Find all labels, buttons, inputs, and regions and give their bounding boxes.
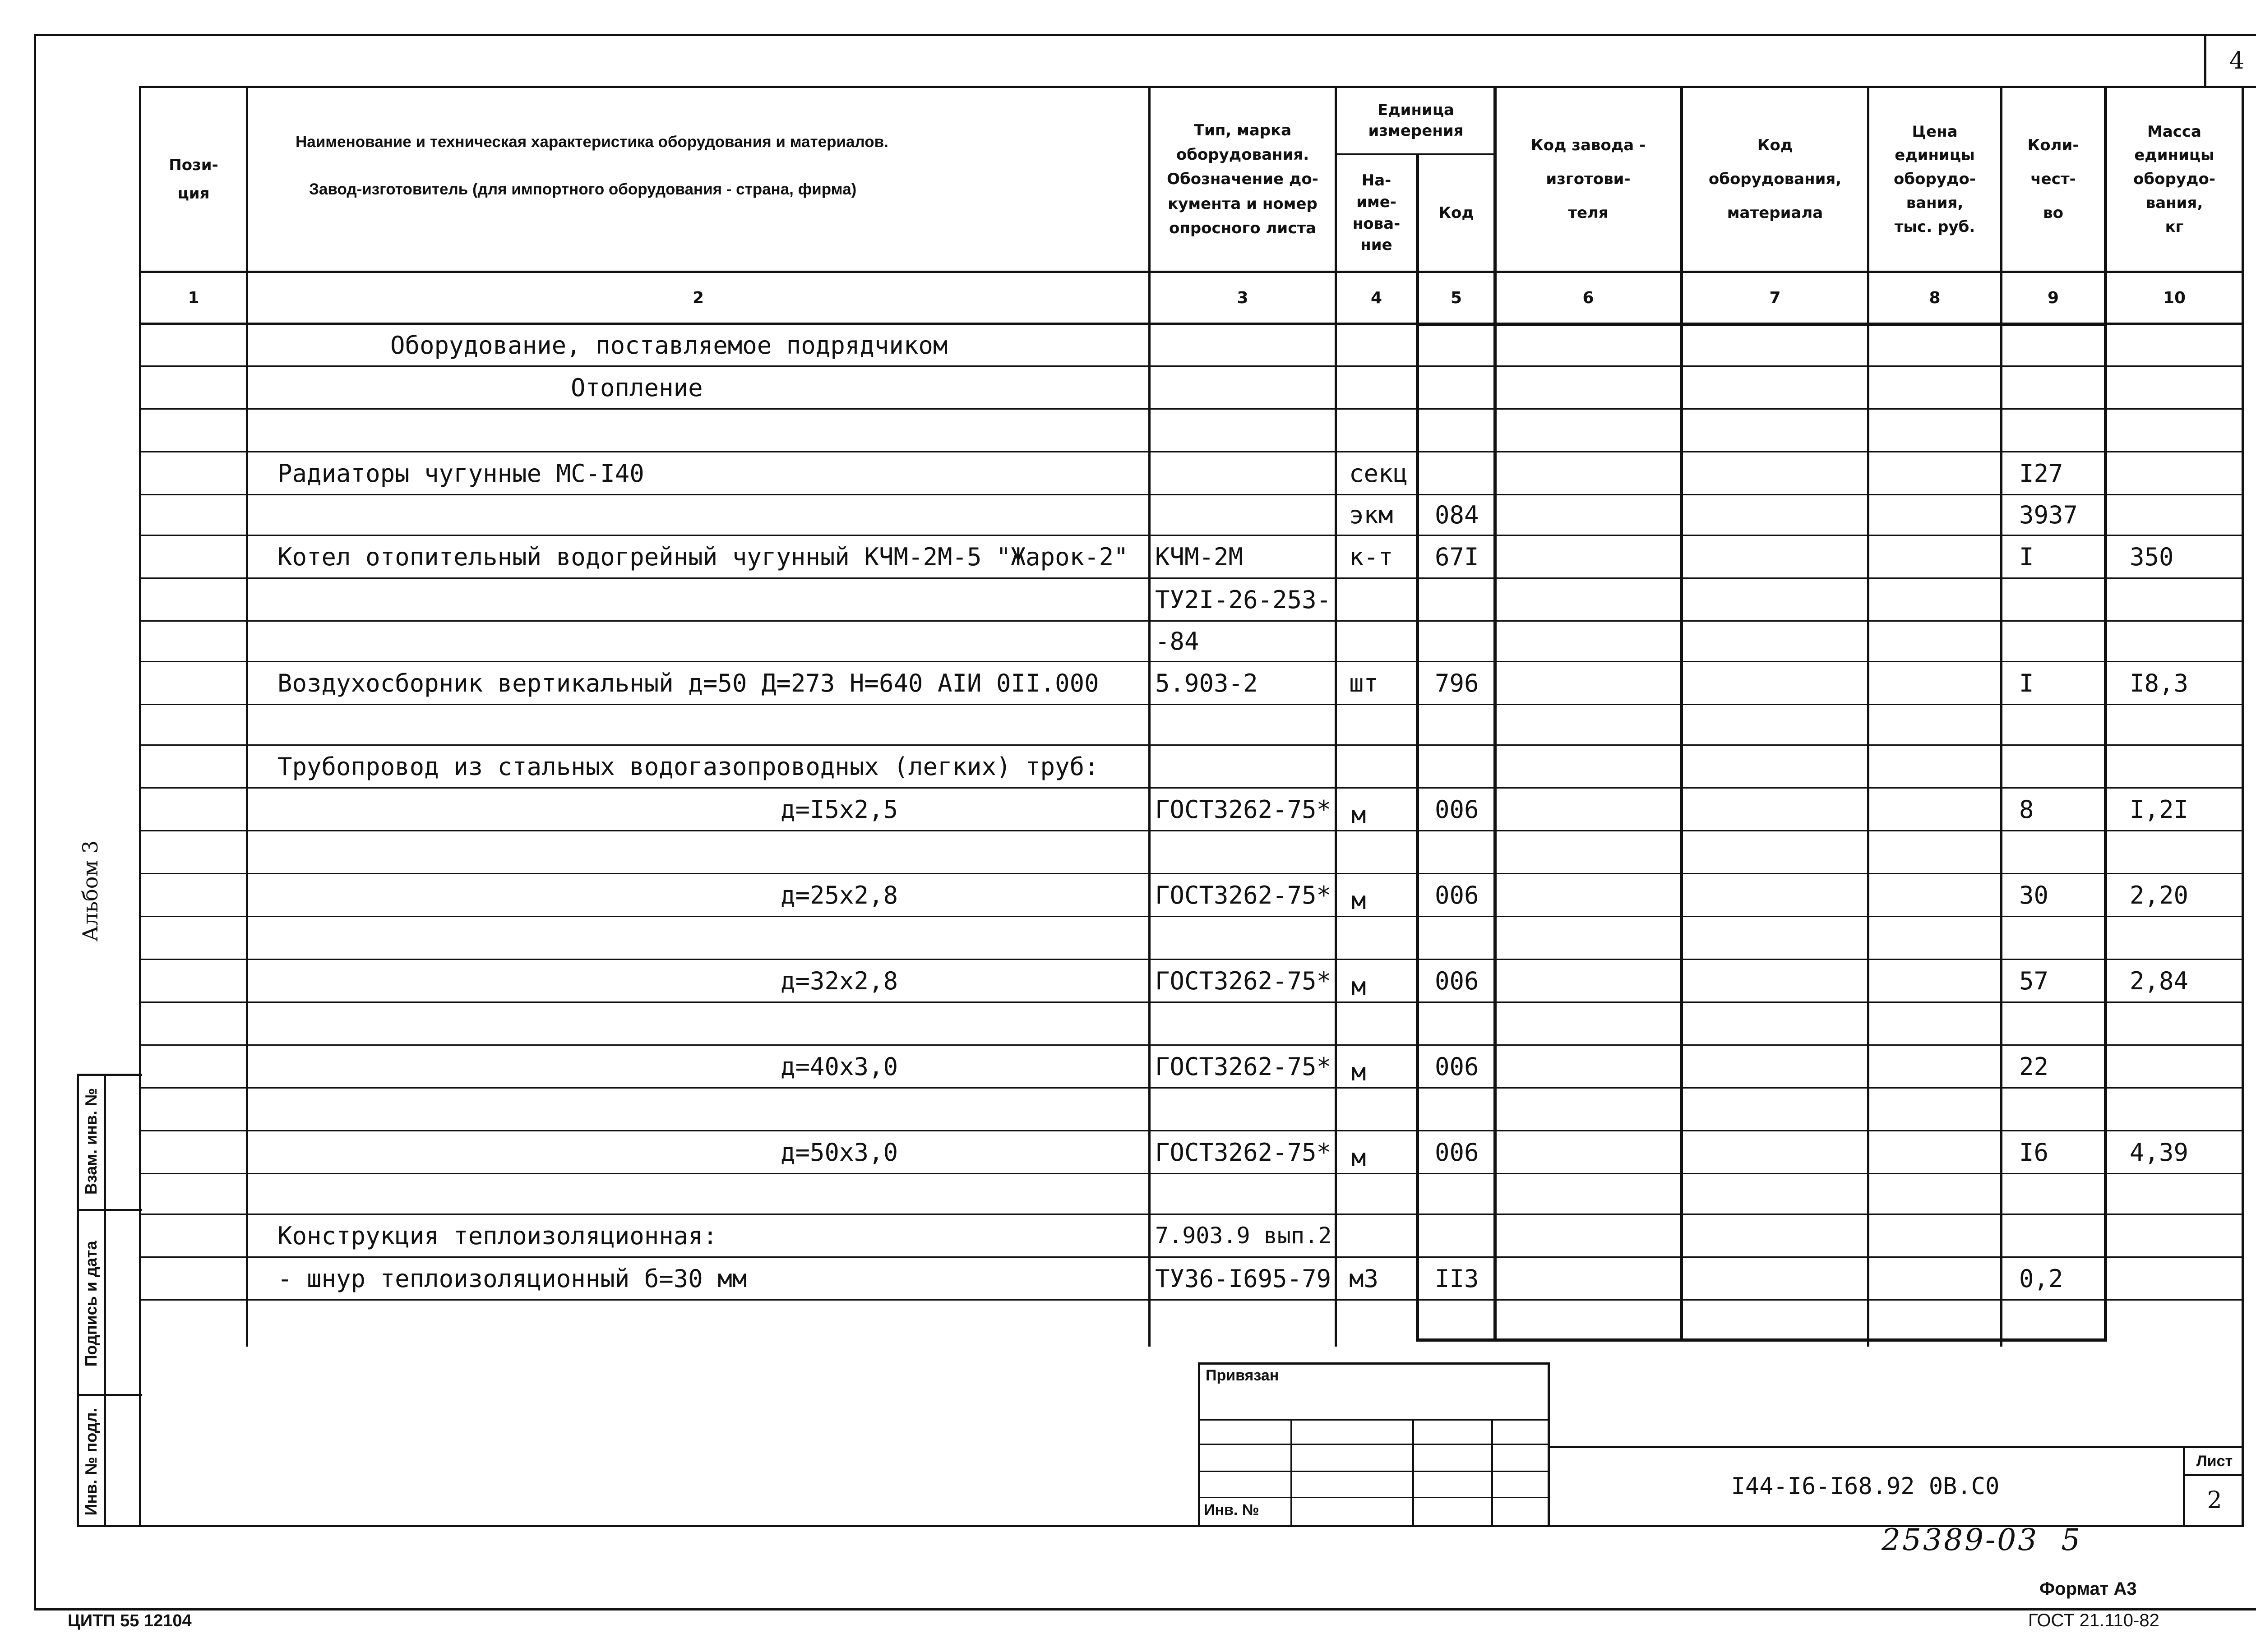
gost-label: ГОСТ 21.110-82 (2028, 1610, 2159, 1630)
document-designation: I44-I6-I68.92 0В.С0 (1731, 1473, 2000, 1500)
header-quantity: Коли- чест- во (2027, 136, 2079, 222)
item-mass: 2,84 (2130, 966, 2189, 995)
item-type: ТУ2I-26-253- (1155, 585, 1331, 614)
item-name: д=40x3,0 (781, 1052, 898, 1081)
col-number: 8 (1929, 288, 1941, 307)
album-label: Альбом 3 (78, 840, 102, 942)
sheet-corner-number: 4 (2229, 47, 2245, 74)
item-unit: м (1351, 800, 1366, 829)
item-type: ГОСТ3262-75* (1155, 795, 1331, 824)
item-qty: 8 (2019, 795, 2034, 824)
privyazan-label: Привязан (1206, 1367, 1279, 1384)
list-label: Лист (2196, 1452, 2233, 1470)
frame-bottom (34, 1608, 2256, 1610)
col-number: 7 (1769, 288, 1781, 307)
header-type: Тип, марка оборудования. Обозначение до- кумента и номер опросного листа (1167, 121, 1318, 238)
item-unit: м (1351, 972, 1366, 1001)
item-mass: I,2I (2130, 795, 2189, 824)
item-unit: м (1351, 886, 1366, 915)
item-unit: м (1351, 1057, 1366, 1086)
item-unit: секц (1349, 459, 1408, 488)
header-position: Пози- ция (169, 156, 218, 203)
item-qty: I6 (2019, 1138, 2049, 1167)
col-number: 1 (188, 288, 199, 307)
col-number: 9 (2047, 288, 2059, 307)
item-code: 006 (1435, 1052, 1479, 1081)
item-name: д=50x3,0 (781, 1138, 898, 1167)
item-mass: I8,3 (2130, 669, 2189, 697)
item-unit: к-т (1349, 542, 1393, 571)
podpis-data-label: Подпись и дата (82, 1241, 100, 1367)
section-heading: Оборудование, поставляемое подрядчиком (390, 331, 948, 360)
item-code: 796 (1435, 669, 1479, 697)
item-name: д=25x2,8 (781, 881, 898, 909)
handwritten-archive-number: 25389-03 5 (1882, 1523, 2082, 1557)
item-mass: 4,39 (2130, 1138, 2189, 1167)
item-name: Воздухосборник вертикальный д=50 Д=273 Н=640 АIИ 0II.000 (277, 669, 1099, 697)
item-type: ГОСТ3262-75* (1155, 1052, 1331, 1081)
item-unit: м3 (1349, 1264, 1379, 1293)
header-factory-code: Код завода - изготови- теля (1530, 136, 1646, 222)
col-number: 3 (1237, 288, 1248, 307)
list-number: 2 (2207, 1487, 2222, 1514)
item-type: 5.903-2 (1155, 669, 1258, 697)
item-mass: 350 (2130, 542, 2174, 571)
col-number: 4 (1370, 288, 1382, 307)
col-number: 10 (2163, 288, 2186, 307)
format-label: Формат А3 (2039, 1579, 2137, 1599)
item-type: КЧМ-2М (1155, 542, 1244, 571)
item-code: 006 (1435, 795, 1479, 824)
header-unit: Единица измерения (1368, 101, 1464, 140)
col-number: 2 (692, 288, 704, 307)
item-qty: 3937 (2019, 501, 2078, 529)
item-qty: I (2019, 669, 2034, 697)
inv-podl-label: Инв. № подл. (82, 1407, 100, 1516)
item-code: 67I (1435, 542, 1479, 571)
item-name: Конструкция теплоизоляционная: (277, 1221, 718, 1250)
item-type: ГОСТ3262-75* (1155, 1138, 1331, 1167)
col-number: 5 (1450, 288, 1462, 307)
item-name: д=I5x2,5 (781, 795, 898, 824)
header-equipment-code: Код оборудования, материала (1708, 136, 1842, 222)
item-qty: I (2019, 542, 2034, 571)
citp-label: ЦИТП 55 12104 (68, 1611, 192, 1630)
item-type: ГОСТ3262-75* (1155, 881, 1331, 909)
header-unit-name: На- име- нова- ние (1352, 171, 1401, 254)
item-qty: I27 (2019, 459, 2063, 488)
item-mass: 2,20 (2130, 881, 2189, 909)
item-qty: 0,2 (2019, 1264, 2063, 1293)
item-name: Трубопровод из стальных водогазопроводных (легких) труб: (277, 752, 1099, 781)
item-qty: 57 (2019, 966, 2049, 995)
item-code: 084 (1435, 501, 1479, 529)
item-type: ТУ36-I695-79 (1155, 1264, 1331, 1293)
item-unit: экм (1349, 501, 1393, 529)
header-unit-code: Код (1438, 204, 1474, 222)
item-type: 7.903.9 вып.2 (1155, 1223, 1332, 1249)
item-code: 006 (1435, 1138, 1479, 1167)
col-number: 6 (1582, 288, 1594, 307)
section-heading: Отопление (571, 373, 703, 402)
item-code: II3 (1435, 1264, 1479, 1293)
item-name: Радиаторы чугунные МС-I40 (277, 459, 644, 488)
vzam-inv-label: Взам. инв. № (82, 1088, 100, 1195)
frame-top (34, 34, 2256, 36)
item-unit: шт (1349, 669, 1379, 697)
item-name: - шнур теплоизоляционный б=30 мм (277, 1264, 747, 1293)
item-qty: 22 (2019, 1052, 2049, 1081)
item-qty: 30 (2019, 881, 2049, 909)
item-type: -84 (1155, 627, 1199, 655)
item-code: 006 (1435, 881, 1479, 909)
header-name: Наименование и техническая характеристика оборудования и материалов. Завод-изготовитель (для импортного оборудования - страна, фирма) (296, 133, 888, 198)
frame-left (34, 34, 36, 1610)
inv-no-label: Инв. № (1204, 1501, 1259, 1518)
item-name: д=32x2,8 (781, 966, 898, 995)
header-mass: Масса единицы оборудо- вания, кг (2133, 122, 2215, 236)
item-code: 006 (1435, 966, 1479, 995)
item-name: Котел отопительный водогрейный чугунный КЧМ-2М-5 "Жарок-2" (277, 542, 1128, 571)
item-type: ГОСТ3262-75* (1155, 966, 1331, 995)
item-unit: м (1351, 1143, 1366, 1172)
header-price: Цена единицы оборудо- вания, тыс. руб. (1894, 122, 1976, 236)
